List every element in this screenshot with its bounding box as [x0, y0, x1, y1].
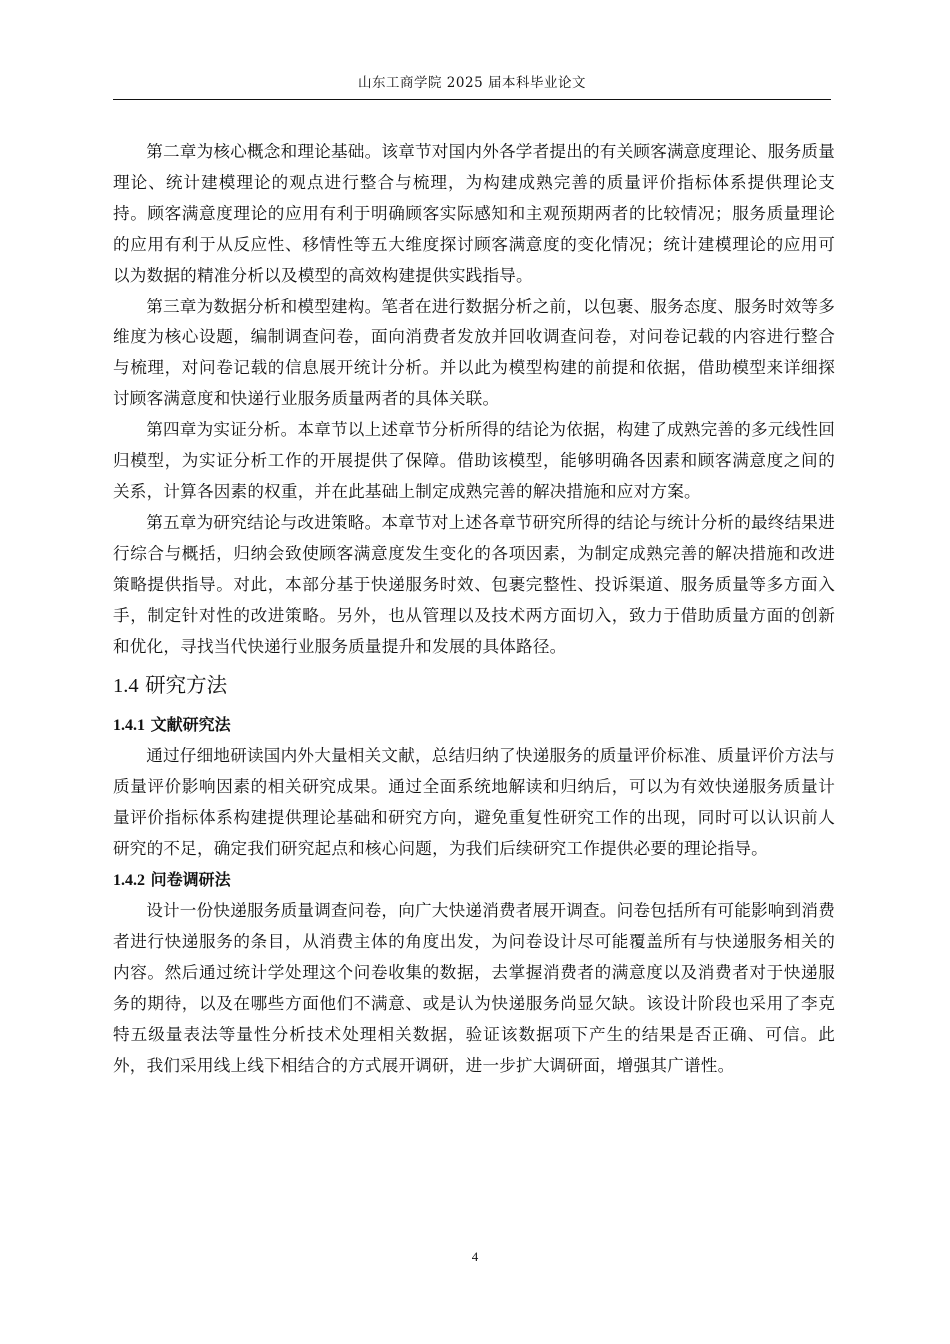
- body-text: [113, 137, 835, 1081]
- subsection-title: 文献研究法: [150, 715, 231, 735]
- paragraph-chapter-3: 第三章为数据分析和模型建构。笔者在进行数据分析之前，以包裹、服务态度、服务时效等多维度为核心设题，编制调查问卷，面向消费者发放并回收调查问卷，对问卷记载的内容进行整合与梳理，对问卷记载的信息展开统计分析。并以此为模型构建的前提和依据，借助模型来详细探讨顾客满意度和快递行业服务质量两者的具体关联。: [113, 296, 835, 409]
- paragraph-questionnaire-method: 设计一份快递服务质量调查问卷，向广大快递消费者展开调查。问卷包括所有可能影响到消费者进行快递服务的条目，从消费主体的角度出发，为问卷设计尽可能覆盖所有与快递服务相关的内容。然后通过统计学处理这个问卷收集的数据，去掌握消费者的满意度以及消费者对于快递服务的期待，以及在哪些方面他们不满意、或是认为快递服务尚显欠缺。该设计阶段也采用了李克特五级量表法等量性分析技术处理相关数据，验证该数据项下产生的结果是否正确、可信。此外，我们采用线上线下相结合的方式展开调研，进一步扩大调研面，增强其广谱性。: [113, 901, 835, 1075]
- subsection-heading-literature: [113, 710, 835, 741]
- page-number: 4: [471, 1249, 479, 1264]
- header-divider: [113, 99, 831, 100]
- running-header: 山东工商学院 2025 届本科毕业论文: [358, 75, 586, 91]
- subsection-title: 问卷调研法: [150, 870, 231, 890]
- section-heading: [113, 671, 835, 700]
- paragraph-literature-method: 通过仔细地研读国内外大量相关文献，总结归纳了快递服务的质量评价标准、质量评价方法与质量评价影响因素的相关研究成果。通过全面系统地解读和归纳后，可以为有效快递服务质量计量评价指标体系构建提供理论基础和研究方向，避免重复性研究工作的出现，同时可以认识前人研究的不足，确定我们研究起点和核心问题，为我们后续研究工作提供必要的理论指导。: [113, 746, 835, 859]
- subsection-heading-questionnaire: [113, 865, 835, 896]
- paragraph-chapter-5: 第五章为研究结论与改进策略。本章节对上述各章节研究所得的结论与统计分析的最终结果进行综合与概括，归纳会致使顾客满意度发生变化的各项因素，为制定成熟完善的解决措施和改进策略提供指导。对此，本部分基于快递服务时效、包裹完整性、投诉渠道、服务质量等多方面入手，制定针对性的改进策略。另外，也从管理以及技术两方面切入，致力于借助质量方面的创新和优化，寻找当代快递行业服务质量提升和发展的具体路径。: [113, 512, 835, 656]
- subsection-number: 1.4.2: [113, 872, 145, 890]
- section-number: 1.4: [113, 675, 139, 698]
- subsection-number: 1.4.1: [113, 717, 145, 735]
- section-title: 研究方法: [145, 673, 228, 698]
- paragraph-chapter-2: 第二章为核心概念和理论基础。该章节对国内外各学者提出的有关顾客满意度理论、服务质量理论、统计建模理论的观点进行整合与梳理，为构建成熟完善的质量评价指标体系提供理论支持。顾客满意度理论的应用有利于明确顾客实际感知和主观预期两者的比较情况；服务质量理论的应用有利于从反应性、移情性等五大维度探讨顾客满意度的变化情况；统计建模理论的应用可以为数据的精准分析以及模型的高效构建提供实践指导。: [113, 142, 835, 285]
- paragraph-chapter-4: 第四章为实证分析。本章节以上述章节分析所得的结论为依据，构建了成熟完善的多元线性回归模型，为实证分析工作的开展提供了保障。借助该模型，能够明确各因素和顾客满意度之间的关系，计算各因素的权重，并在此基础上制定成熟完善的解决措施和应对方案。: [113, 420, 835, 501]
